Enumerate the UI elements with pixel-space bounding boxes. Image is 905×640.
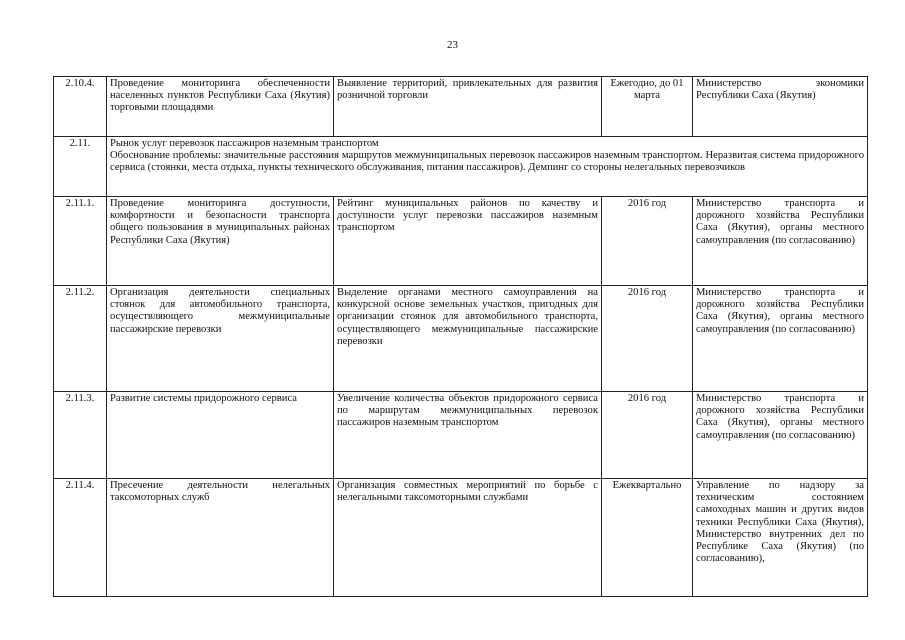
action-cell: Развитие системы придорожного сервиса [107, 392, 334, 479]
term-cell: 2016 год [602, 392, 693, 479]
table-row [54, 286, 868, 392]
action-cell: Пресечение деятельности нелегальных таксомоторных служб [107, 479, 334, 597]
row-number: 2.11.4. [54, 479, 107, 597]
responsible-cell: Управление по надзору за техническим состоянием самоходных машин и других видов техники Республики Саха (Якутия), Министерство внутренних дел по Республике Саха (Якутия) (по согласованию), [693, 479, 868, 597]
responsible-cell: Министерство транспорта и дорожного хозяйства Республики Саха (Якутия), органы местного самоуправления (по согласованию) [693, 392, 868, 479]
result-cell: Организация совместных мероприятий по борьбе с нелегальными таксомоторными службами [334, 479, 602, 597]
term-cell: Ежегодно, до 01 марта [602, 77, 693, 137]
result-cell: Выявление территорий, привлекательных для развития розничной торговли [334, 77, 602, 137]
section-problem: Обоснование проблемы: значительные расстояния маршрутов межмуниципальных перевозок пассажиров наземным транспортом. Неразвитая система придорожного сервиса (стоянки, места отдыха, пункты технического обслуживания, питания пассажиров). Демпинг со стороны нелегальных перевозчиков [110, 150, 864, 174]
row-number: 2.11.2. [54, 286, 107, 392]
action-cell: Проведение мониторинга обеспеченности населенных пунктов Республики Саха (Якутия) торговыми площадями [107, 77, 334, 137]
measures-table [53, 76, 868, 597]
term-cell: 2016 год [602, 286, 693, 392]
table-row [54, 479, 868, 597]
term-cell: Ежеквартально [602, 479, 693, 597]
table-row [54, 77, 868, 137]
term-cell: 2016 год [602, 197, 693, 286]
result-cell: Увеличение количества объектов придорожного сервиса по маршрутам межмуниципальных перевозок пассажиров наземным транспортом [334, 392, 602, 479]
result-cell: Рейтинг муниципальных районов по качеству и доступности услуг перевозки пассажиров наземным транспортом [334, 197, 602, 286]
action-cell: Организация деятельности специальных стоянок для автомобильного транспорта, осуществляющего межмуниципальные пассажирские перевозки [107, 286, 334, 392]
responsible-cell: Министерство транспорта и дорожного хозяйства Республики Саха (Якутия), органы местного самоуправления (по согласованию) [693, 197, 868, 286]
row-number: 2.11.1. [54, 197, 107, 286]
page-number: 23 [447, 39, 458, 51]
responsible-cell: Министерство экономики Республики Саха (Якутия) [693, 77, 868, 137]
responsible-cell: Министерство транспорта и дорожного хозяйства Республики Саха (Якутия), органы местного самоуправления (по согласованию) [693, 286, 868, 392]
action-cell: Проведение мониторинга доступности, комфортности и безопасности транспорта общего пользования в муниципальных районах Республики Саха (Якутия) [107, 197, 334, 286]
section-row [54, 137, 868, 197]
result-cell: Выделение органами местного самоуправления на конкурсной основе земельных участков, пригодных для организации стоянок для автомобильного транспорта, осуществляющего межмуниципальные пассажирские перевозки [334, 286, 602, 392]
table-row [54, 392, 868, 479]
section-cell [107, 137, 868, 197]
row-number: 2.10.4. [54, 77, 107, 137]
row-number: 2.11.3. [54, 392, 107, 479]
section-number: 2.11. [54, 137, 107, 197]
section-title: Рынок услуг перевозок пассажиров наземным транспортом [110, 138, 379, 149]
table-row [54, 197, 868, 286]
